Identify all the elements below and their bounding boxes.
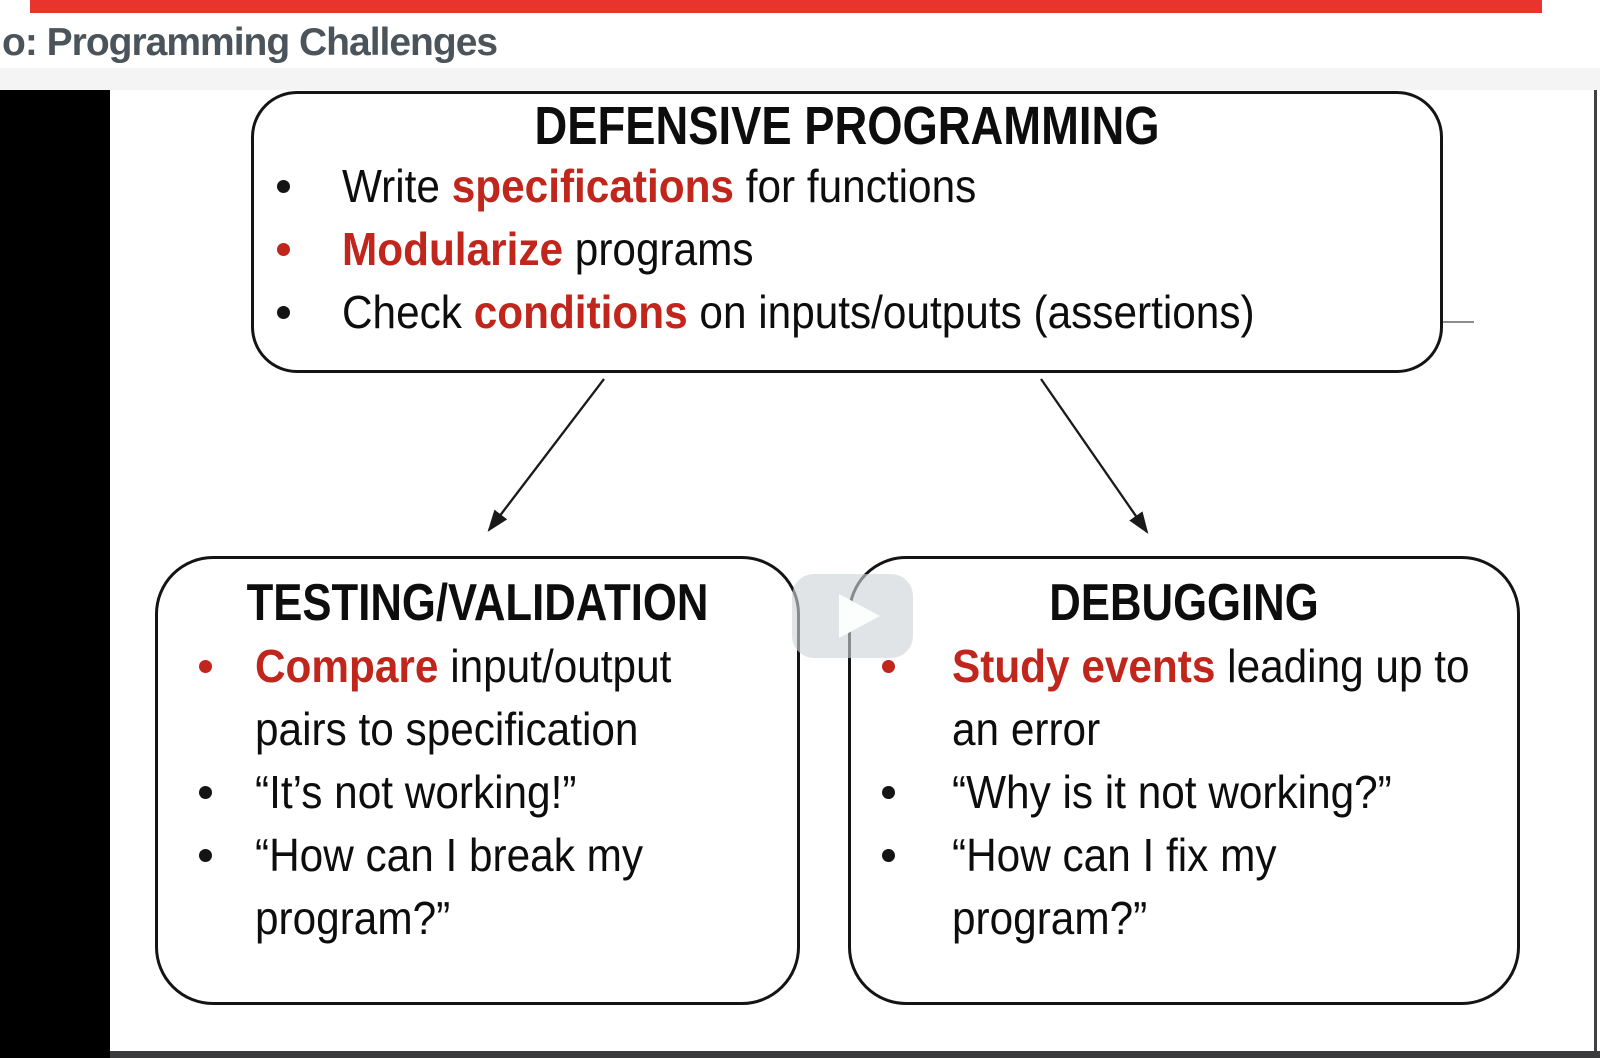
play-icon xyxy=(792,574,913,658)
box-connector-line xyxy=(1443,321,1474,323)
testing-bullet-list xyxy=(158,635,797,950)
bullet-text-pre: Check xyxy=(342,286,474,338)
bullet-dot-red xyxy=(277,243,290,256)
debugging-box-title: DEBUGGING xyxy=(1049,574,1319,632)
bullet-text-pre: Write xyxy=(342,160,452,212)
bullet-text-post: on inputs/outputs (assertions) xyxy=(687,286,1255,338)
bullet-text-post: for functions xyxy=(733,160,977,212)
player-bottom-bar xyxy=(110,1051,1600,1058)
bullet-text-post: input/output pairs to specification xyxy=(255,640,672,755)
letterbox-sidebar xyxy=(0,90,110,1058)
bullet-text-highlight: Study events xyxy=(952,640,1216,692)
bullet-text xyxy=(952,761,1472,824)
bullet-item xyxy=(851,635,1517,761)
bullet-item xyxy=(254,155,1440,218)
testing-validation-box xyxy=(155,556,800,1005)
top-accent-bar xyxy=(30,0,1542,13)
bullet-text-highlight: Modularize xyxy=(342,223,564,275)
bullet-dot xyxy=(882,849,895,862)
defensive-box-title: DEFENSIVE PROGRAMMING xyxy=(534,96,1160,156)
bullet-item xyxy=(158,635,797,761)
bullet-text-highlight: Compare xyxy=(255,640,439,692)
bullet-dot xyxy=(277,180,290,193)
bullet-text xyxy=(952,824,1472,950)
bullet-item xyxy=(851,824,1517,950)
bullet-text xyxy=(342,155,1352,218)
testing-box-title: TESTING/VALIDATION xyxy=(246,574,709,632)
bullet-text-highlight: conditions xyxy=(473,286,688,338)
bullet-text-pre: “Why is it not working?” xyxy=(952,766,1392,818)
stage-right-border xyxy=(1594,90,1597,1051)
bullet-text-pre: “It’s not working!” xyxy=(255,766,577,818)
bullet-dot-red xyxy=(882,660,895,673)
bullet-text xyxy=(255,635,754,761)
bullet-item xyxy=(254,281,1440,344)
bullet-text xyxy=(342,281,1352,344)
debugging-bullet-list xyxy=(851,635,1517,950)
bullet-dot-red xyxy=(199,660,212,673)
bullet-item xyxy=(158,761,797,824)
bullet-text xyxy=(342,218,1352,281)
bullet-text xyxy=(255,824,754,950)
bullet-item xyxy=(254,218,1440,281)
defensive-programming-box xyxy=(251,91,1443,373)
play-button[interactable] xyxy=(792,574,913,658)
defensive-bullet-list xyxy=(254,155,1440,344)
bullet-item xyxy=(851,761,1517,824)
bullet-text-post: programs xyxy=(563,223,754,275)
bullet-dot xyxy=(882,786,895,799)
debugging-box xyxy=(848,556,1520,1005)
bullet-text-pre: “How can I break my program?” xyxy=(255,829,644,944)
bullet-text-pre: “How can I fix my program?” xyxy=(952,829,1277,944)
bullet-item xyxy=(158,824,797,950)
bullet-text xyxy=(255,761,754,824)
bullet-dot xyxy=(199,849,212,862)
bullet-dot xyxy=(277,306,290,319)
bullet-dot xyxy=(199,786,212,799)
bullet-text xyxy=(952,635,1472,761)
bullet-text-highlight: specifications xyxy=(451,160,734,212)
header-divider-band xyxy=(0,68,1600,90)
bullet-text-post: leading up to an error xyxy=(952,640,1470,755)
page-title: o: Programming Challenges xyxy=(2,21,498,64)
